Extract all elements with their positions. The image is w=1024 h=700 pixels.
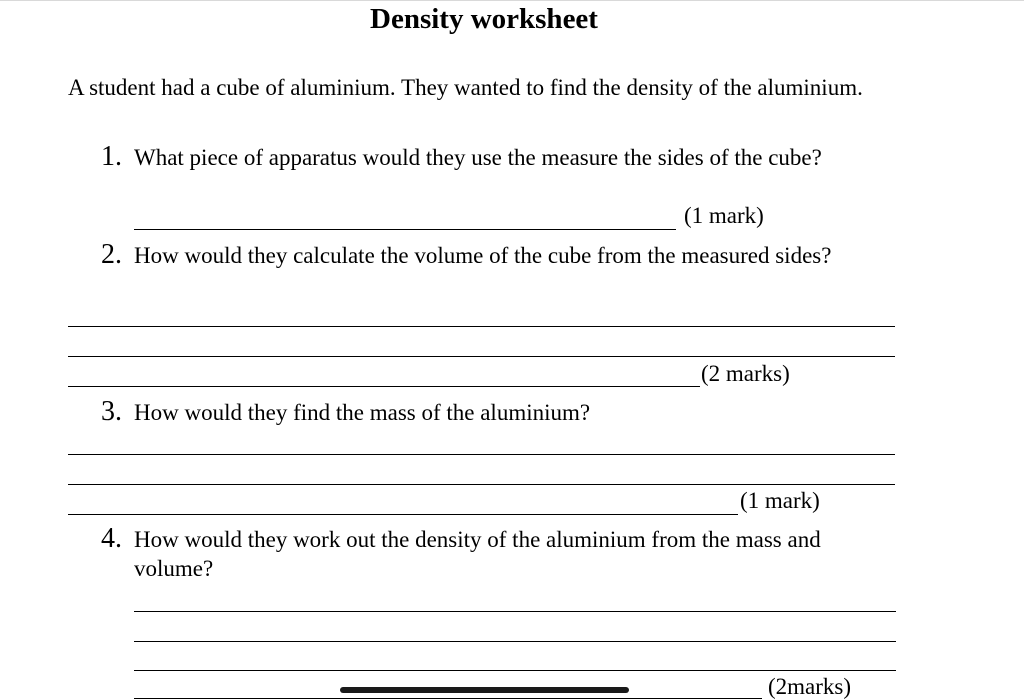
- page-title: Density worksheet: [370, 3, 598, 35]
- question-3-text: How would they find the mass of the aluminium?: [134, 400, 591, 425]
- question-1-marks: (1 mark): [684, 203, 764, 228]
- question-4-answer-line[interactable]: [134, 611, 896, 612]
- question-3-number: 3.: [101, 396, 122, 427]
- question-3-marks: (1 mark): [740, 488, 820, 513]
- question-4-answer-line[interactable]: [134, 670, 896, 671]
- question-1-text: What piece of apparatus would they use the measure the sides of the cube?: [134, 145, 822, 170]
- question-1-number: 1.: [101, 141, 122, 172]
- question-2-answer-line[interactable]: [68, 326, 895, 327]
- question-2-number: 2.: [101, 239, 122, 270]
- question-4-marks: (2marks): [768, 674, 852, 699]
- question-1-answer-line[interactable]: [134, 229, 676, 230]
- question-4-answer-line[interactable]: [134, 641, 896, 642]
- question-2-text: How would they calculate the volume of the cube from the measured sides?: [134, 243, 832, 268]
- question-4-text: How would they work out the density of the aluminium from the mass and volume?: [134, 527, 821, 581]
- question-4-number: 4.: [101, 523, 122, 554]
- question-3-answer-line[interactable]: [68, 514, 738, 515]
- question-2-answer-line[interactable]: [68, 386, 700, 387]
- intro-text: A student had a cube of aluminium. They wanted to find the density of the aluminium.: [68, 75, 863, 100]
- horizontal-scrollbar[interactable]: [340, 687, 629, 693]
- question-2-answer-line[interactable]: [68, 356, 895, 357]
- question-3-answer-line[interactable]: [68, 484, 895, 485]
- question-3-answer-line[interactable]: [68, 454, 895, 455]
- question-2-marks: (2 marks): [701, 361, 790, 386]
